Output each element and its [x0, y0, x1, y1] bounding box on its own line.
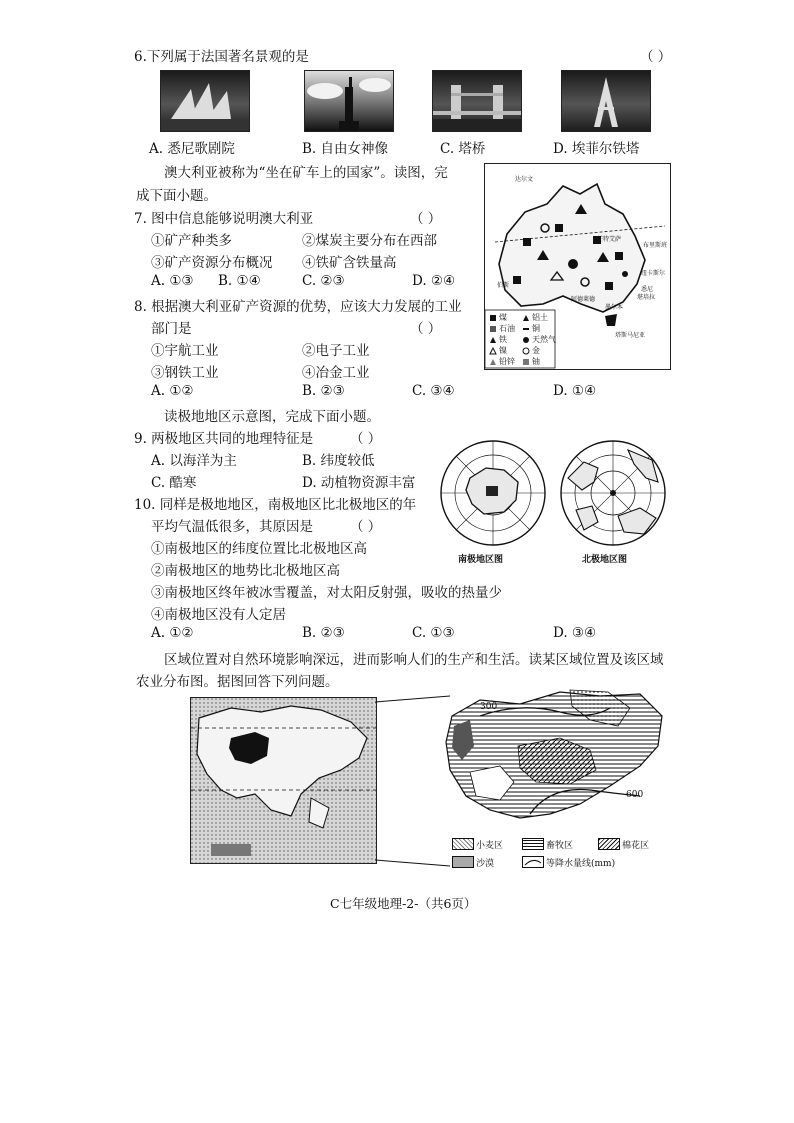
q10-item-1: ①南极地区的纬度位置比北极地区高: [151, 541, 367, 557]
q8-item-4: ④冶金工业: [302, 365, 370, 381]
q6-paren: （ ）: [640, 49, 672, 65]
sydney-opera-house-photo: [160, 70, 250, 132]
q10-item-3: ③南极地区终年被冰雪覆盖，对太阳反射强，吸收的热量少: [151, 585, 502, 601]
polar-intro: 读极地地区示意图，完成下面小题。: [164, 409, 380, 425]
q7-choice-d: D. ②④: [412, 273, 456, 289]
map-label-newcastle: 纽卡斯尔: [641, 270, 666, 277]
legend-oil: 石油: [499, 324, 515, 333]
map-label-brisbane: 布里斯班: [643, 242, 668, 249]
legend-uranium: 铀: [532, 357, 540, 366]
q8-paren: （ ）: [410, 321, 442, 337]
south-polar-caption: 南极地区图: [458, 555, 504, 565]
q7-item-1: ①矿产种类多: [151, 233, 232, 249]
legend-pasture-swatch: [522, 838, 544, 850]
legend-wheat-swatch: [452, 838, 474, 850]
q10-item-4: ④南极地区没有人定居: [151, 607, 286, 623]
q10-choice-d: D. ③④: [553, 625, 597, 641]
q8-stem-line1: 8. 根据澳大利亚矿产资源的优势，应该大力发展的工业: [134, 299, 462, 315]
map-label-melbourne: 墨尔本: [605, 304, 624, 311]
q8-stem-line2: 部门是: [151, 321, 192, 337]
australia-intro-line1: 澳大利亚被称为“坐在矿车上的国家”。读图，完: [164, 165, 448, 181]
q8-item-2: ②电子工业: [302, 343, 370, 359]
isohyet-600-label: 600: [626, 790, 644, 800]
legend-iron: 铁: [499, 335, 507, 344]
map-label-mount-isa: 芒特艾萨: [597, 236, 622, 243]
statue-of-liberty-icon: [305, 71, 393, 131]
tower-bridge-photo: [432, 70, 522, 132]
legend-copper: 铜: [532, 324, 540, 333]
australia-intro-line2: 成下面小题。: [136, 188, 217, 204]
q10-stem-line2: 平均气温低很多，其原因是: [151, 519, 313, 535]
page-footer: C七年级地理-2-（共6页）: [330, 896, 477, 911]
map-label-perth: 伯斯: [497, 282, 510, 289]
q10-stem-line1: 10. 同样是极地地区，南极地区比北极地区的年: [134, 497, 417, 513]
region-intro-line1: 区域位置对自然环境影响深远，进而影响人们的生产和生活。读某区域位置及该区域: [164, 652, 664, 668]
eiffel-tower-icon: [562, 71, 650, 131]
q10-choice-b: B. ②③: [302, 625, 345, 641]
q7-choice-a: A. ①③: [151, 273, 194, 289]
map-label-darwin: 达尔文: [515, 176, 534, 183]
region-agriculture-map: [440, 686, 670, 836]
q7-paren: （ ）: [410, 211, 442, 227]
q10-choice-a: A. ①②: [151, 625, 194, 641]
q10-choice-c: C. ①③: [412, 625, 455, 641]
legend-desert-swatch: [452, 856, 474, 868]
q8-item-1: ①宇航工业: [151, 343, 219, 359]
q10-item-2: ②南极地区的地势比北极地区高: [151, 563, 340, 579]
q6-option-b: B. 自由女神像: [302, 141, 389, 157]
isohyet-300-label: 300: [480, 702, 498, 712]
q8-item-3: ③钢铁工业: [151, 365, 219, 381]
region-location-map: [190, 697, 377, 864]
q8-choice-a: A. ①②: [151, 383, 194, 399]
map-label-canberra: 堪培拉: [637, 294, 656, 301]
q10-paren: （ ）: [350, 519, 382, 535]
legend-wheat: 小麦区: [476, 841, 504, 851]
legend-pasture: 畜牧区: [546, 841, 574, 851]
statue-of-liberty-photo: [304, 70, 394, 132]
q6-stem: 6.下列属于法国著名景观的是: [134, 49, 309, 65]
legend-isohyet-swatch: [522, 856, 544, 868]
q9-choice-c: C. 酷寒: [151, 475, 197, 491]
q7-item-2: ②煤炭主要分布在西部: [302, 233, 437, 249]
legend-gold: 金: [532, 346, 540, 355]
q9-stem: 9. 两极地区共同的地理特征是: [134, 431, 314, 447]
region-location-map-svg: [191, 698, 376, 863]
map-label-adelaide: 阿德莱德: [571, 296, 596, 303]
legend-coal: 煤: [499, 313, 507, 322]
q6-option-c: C. 塔桥: [440, 141, 486, 157]
q7-item-3: ③矿产资源分布概况: [151, 255, 273, 271]
q7-item-4: ④铁矿含铁量高: [302, 255, 397, 271]
q8-choice-d: D. ①④: [553, 383, 597, 399]
north-polar-map-svg: [558, 438, 668, 548]
legend-gas: 天然气: [532, 335, 556, 344]
south-polar-map-svg: [438, 438, 548, 548]
q9-choice-a: A. 以海洋为主: [151, 453, 237, 469]
q6-option-a: A. 悉尼歌剧院: [149, 141, 235, 157]
legend-bauxite: 铝土: [532, 313, 548, 322]
q7-choice-c: C. ②③: [302, 273, 345, 289]
map-label-sydney: 悉尼: [641, 286, 654, 293]
map-label-tasmania: 塔斯马尼亚: [615, 332, 646, 339]
north-polar-map: [558, 438, 668, 548]
region-agriculture-map-svg: [440, 686, 670, 836]
australia-mineral-map: [484, 163, 671, 370]
q9-choice-d: D. 动植物资源丰富: [302, 475, 416, 491]
tower-bridge-icon: [433, 71, 521, 131]
legend-cotton: 棉花区: [622, 841, 650, 851]
region-intro-line2: 农业分布图。据图回答下列问题。: [136, 674, 339, 690]
q7-choice-b: B. ①④: [218, 273, 261, 289]
south-polar-map: [438, 438, 548, 548]
north-polar-caption: 北极地区图: [582, 555, 628, 565]
legend-isohyet: 等降水量线(mm): [546, 859, 616, 869]
eiffel-tower-photo: [561, 70, 651, 132]
legend-nickel: 镍: [499, 346, 507, 355]
q9-choice-b: B. 纬度较低: [302, 453, 375, 469]
q7-stem: 7. 图中信息能够说明澳大利亚: [134, 211, 314, 227]
q6-option-d: D. 埃菲尔铁塔: [553, 141, 640, 157]
q8-choice-b: B. ②③: [302, 383, 345, 399]
legend-desert: 沙漠: [476, 859, 495, 869]
q8-choice-c: C. ③④: [412, 383, 455, 399]
isohyet-line-icon: [523, 857, 543, 867]
legend-cotton-swatch: [598, 838, 620, 850]
q9-paren: （ ）: [350, 431, 382, 447]
legend-lead-zinc: 铅锌: [499, 357, 515, 366]
sydney-opera-house-icon: [161, 71, 249, 131]
